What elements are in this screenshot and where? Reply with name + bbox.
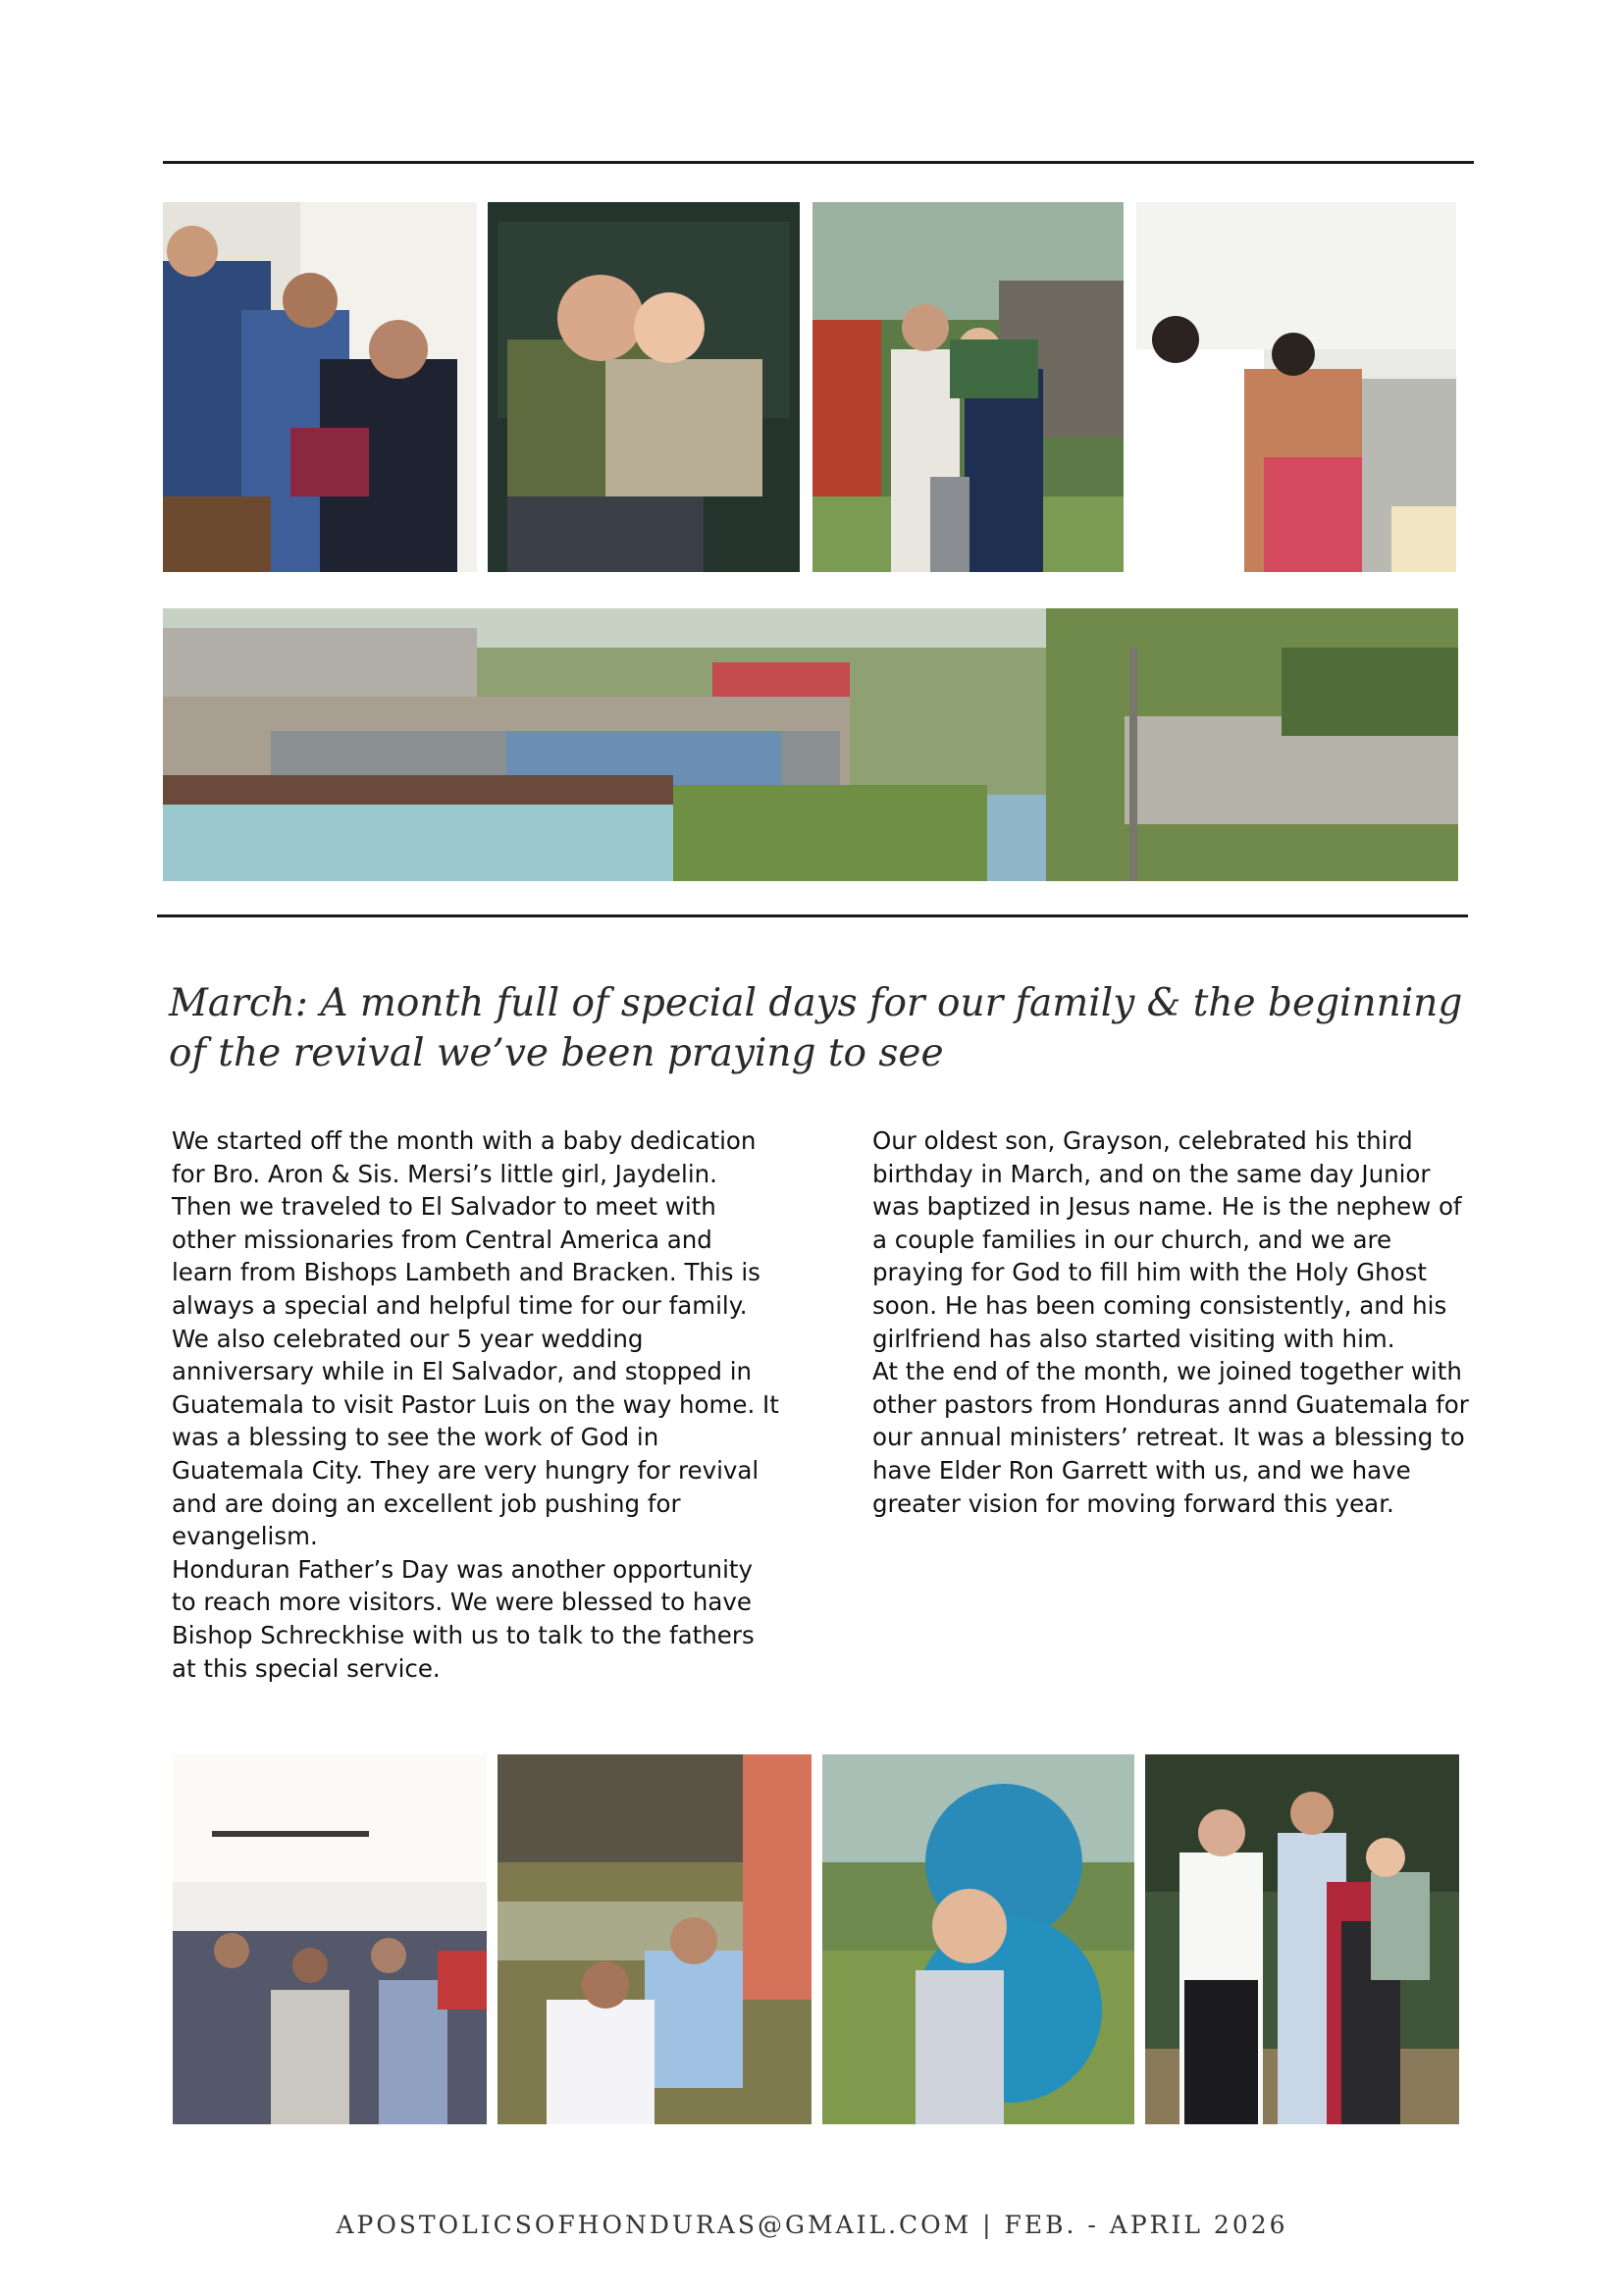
paragraph: We started off the month with a baby dedication for Bro. Aron & Sis. Mersi’s little girl, Jaydelin. Then we traveled to El Salvador to meet with other missionaries from Central America and learn from Bishops Lambeth and Bracken. This is always a special and helpful time for our family. xyxy=(172,1126,760,1320)
top-rule xyxy=(163,161,1474,164)
photo-prayer-church xyxy=(1136,202,1456,572)
left-text-column xyxy=(172,1124,780,1685)
photo-river-baptism xyxy=(498,1754,812,2124)
paragraph: Honduran Father’s Day was another opportunity to reach more visitors. We were blessed to have Bishop Schreckhise with us to talk to the fathers at this special service. xyxy=(172,1554,755,1683)
paragraph: At the end of the month, we joined together with other pastors from Honduras annd Guatemala for our annual ministers’ retreat. It was a blessing to have Elder Ron Garrett with us, and we have greater vision for moving forward this year. xyxy=(872,1357,1469,1518)
paragraph: Our oldest son, Grayson, celebrated his third birthday in March, and on the same day Junior was baptized in Jesus name. He is the nephew of a couple families in our church, and we are praying for God to fill him with the Holy Ghost soon. He has been coming consistently, and his girlfriend has also started visiting with him. xyxy=(872,1126,1462,1353)
section-heading: March: A month full of special days for our family & the beginning of the revival we’ve been praying to see xyxy=(169,981,1463,1075)
photo-birthday-balloon xyxy=(822,1754,1134,2124)
footer-contact: APOSTOLICSOFHONDURAS@GMAIL.COM | FEB. - APRIL 2026 xyxy=(336,2211,1288,2239)
section-rule xyxy=(157,914,1468,917)
photo-baby-dedication xyxy=(163,202,477,572)
photo-hillside-houses xyxy=(163,608,1458,881)
photo-family-garden xyxy=(812,202,1124,572)
photo-elder-visit xyxy=(1145,1754,1459,2124)
right-text-column xyxy=(872,1124,1481,1520)
photo-worship-service xyxy=(173,1754,487,2124)
paragraph: We also celebrated our 5 year wedding anniversary while in El Salvador, and stopped in Guatemala to visit Pastor Luis on the way home. It was a blessing to see the work of God in Guatemala City. They are very hungry for revival and are doing an excellent job pushing for evangelism. xyxy=(172,1324,779,1551)
photo-boys-hug xyxy=(488,202,800,572)
